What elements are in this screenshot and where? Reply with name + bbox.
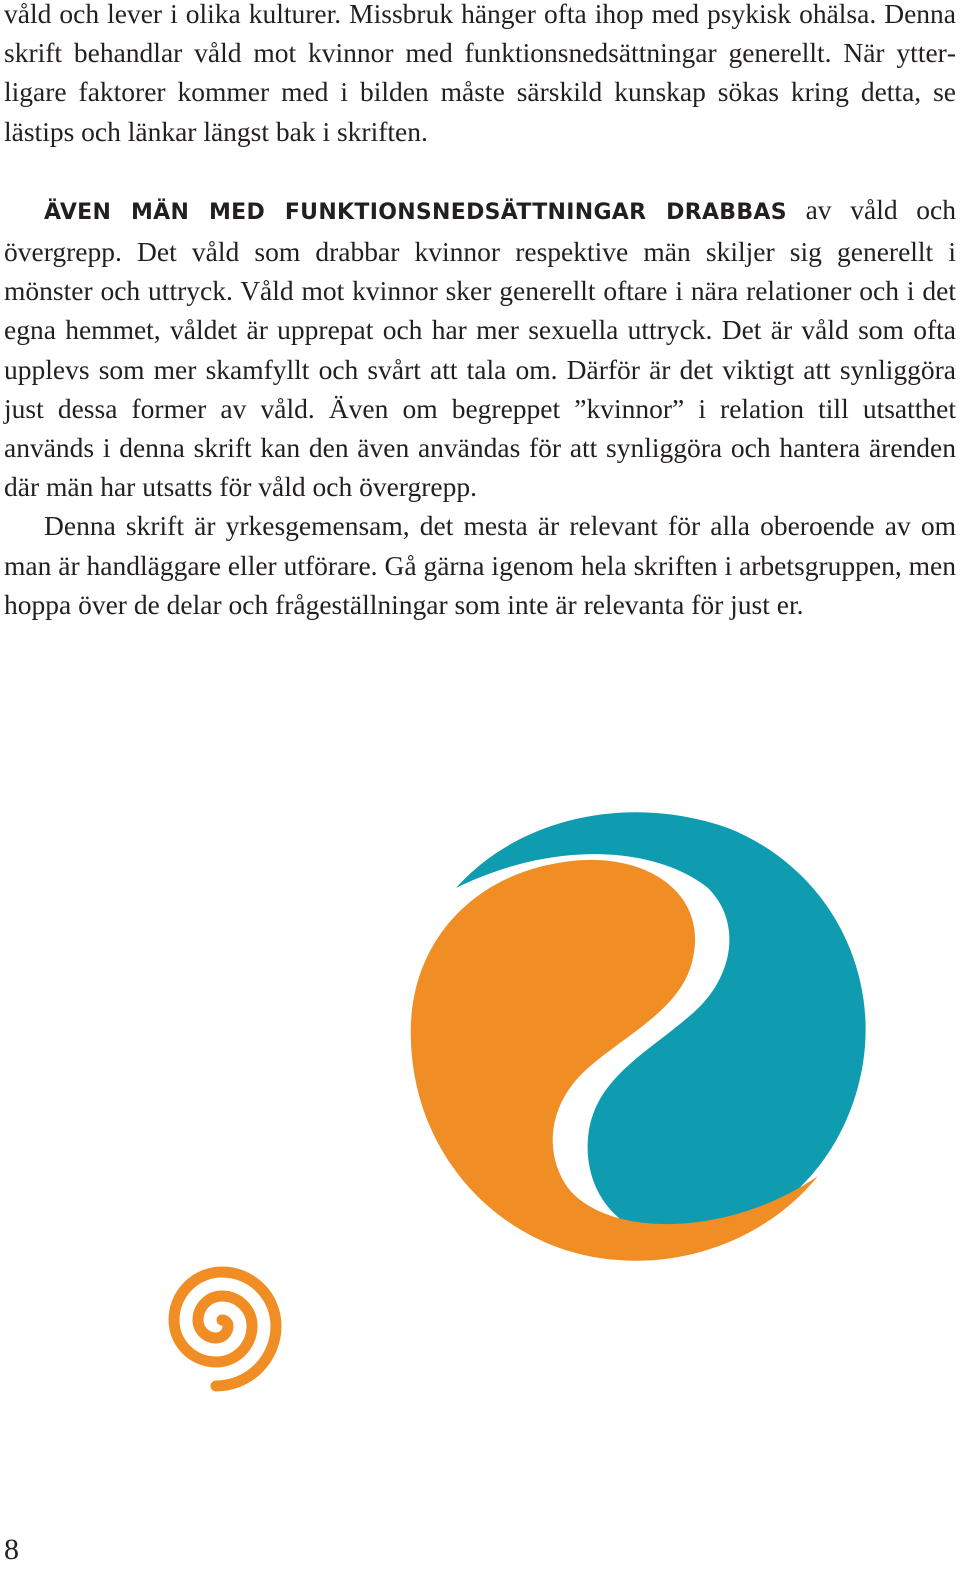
yin-yang-swirl-icon (408, 808, 868, 1268)
paragraph-3: Denna skrift är yrkesgemensam, det mesta är relevant för alla oberoende av om man är handläggare eller utförare. Gå gärna igenom hela skriften i arbetsgruppen, men hoppa över de delar och frågeställningar som inte är relevanta för just er. (4, 510, 956, 620)
paragraph-2-body: av våld och övergrepp. Det våld som drabbar kvinnor respektive män skiljer sig generellt i mönster och uttryck. Våld mot kvinnor sker generellt oftare i nära relationer och i det egna hemmet, våldet är upprepat och har mer sexuella uttryck. Det är våld som ofta upplevs som mer skamfyllt och svårt att tala om. Därför är det viktigt att synliggöra just dessa former av våld. Även om begreppet ”kvinnor” i relation till utsatthet används i denna skrift kan den även användas för att synliggöra och hantera ärenden där män har utsatts för våld och övergrepp. (4, 193, 957, 503)
body-text (4, 0, 956, 624)
paragraph-1: våld och lever i olika kulturer. Missbruk hänger ofta ihop med psykisk ohälsa. Denna skrift behandlar våld mot kvinnor med funktionsnedsättningar generellt. När ytterligare faktorer kommer med i bilden måste särskild kunskap sökas kring detta, se lästips och länkar längst bak i skriften. (4, 0, 956, 147)
page-number: 8 (4, 1533, 19, 1566)
spiral-path (174, 1272, 276, 1386)
paragraph-2-lead: ÄVEN MÄN MED FUNKTIONSNEDSÄTTNINGAR DRABBAS (44, 199, 787, 225)
paragraph-2 (4, 190, 956, 507)
orange-spiral-icon (144, 1248, 300, 1404)
